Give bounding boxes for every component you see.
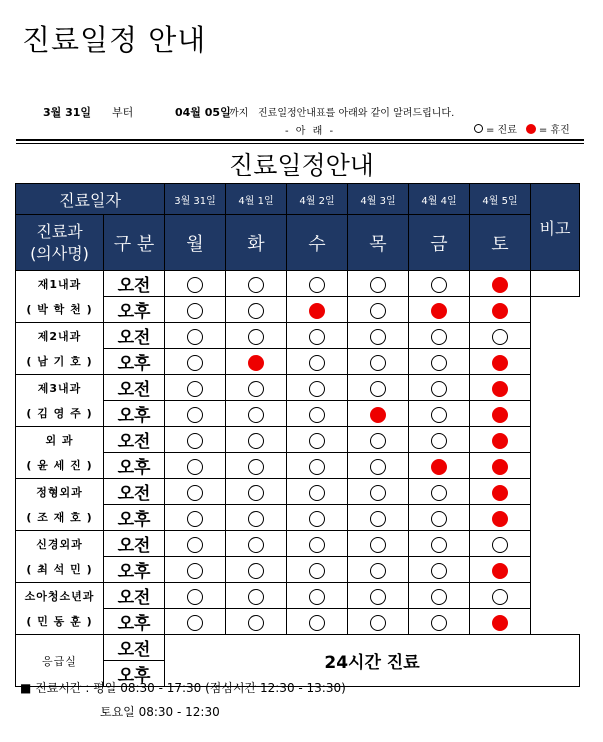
open-circle-icon [431,355,447,371]
open-circle-icon [187,277,203,293]
open-circle-icon [431,433,447,449]
open-circle-icon [248,407,264,423]
open-circle-icon [248,563,264,579]
status-cell [348,609,409,635]
open-circle-icon [309,277,325,293]
dept-name: 제2내과 [16,323,104,349]
note-cell [531,583,580,609]
status-cell [287,297,348,323]
closed-circle-icon [492,277,508,293]
open-circle-icon [309,433,325,449]
status-cell [470,609,531,635]
am-label: 오전 [104,583,165,609]
from-label: 부터 [112,106,134,119]
status-cell [165,557,226,583]
open-circle-icon [370,485,386,501]
header-dept: 진료과 (의사명) [16,215,104,271]
status-cell [470,583,531,609]
table-row [16,583,580,609]
status-cell [287,271,348,297]
status-cell [409,271,470,297]
doctor-name: ( 박 학 천 ) [16,297,104,323]
status-cell [165,505,226,531]
status-cell [409,531,470,557]
status-cell [470,505,531,531]
status-cell [226,505,287,531]
end-date: 04월 05일 [175,106,231,119]
status-cell [287,609,348,635]
status-cell [287,557,348,583]
doctor-name: ( 조 재 호 ) [16,505,104,531]
am-label: 오전 [104,427,165,453]
status-cell [226,297,287,323]
note-cell [531,323,580,349]
open-circle-icon [431,485,447,501]
open-circle-icon [370,511,386,527]
table-row [16,557,580,583]
status-cell [470,349,531,375]
open-circle-icon [248,615,264,631]
closed-circle-icon [492,485,508,501]
status-cell [348,453,409,479]
table-row [16,479,580,505]
date-header: 4월 5일 [470,184,531,215]
status-cell [287,505,348,531]
weekday-header: 수 [287,215,348,271]
dept-name: 제3내과 [16,375,104,401]
status-cell [409,349,470,375]
status-cell [287,375,348,401]
divider [16,139,584,141]
open-circle-icon [187,537,203,553]
weekday-header: 월 [165,215,226,271]
status-cell [165,479,226,505]
status-cell [470,401,531,427]
status-cell [165,375,226,401]
status-cell [409,453,470,479]
open-circle-icon [309,355,325,371]
dept-name: 재1내과 [16,271,104,297]
open-circle-icon [431,511,447,527]
status-cell [409,375,470,401]
date-header: 3월 31일 [165,184,226,215]
status-cell [287,531,348,557]
status-cell [165,609,226,635]
page-title: 진료일정 안내 [22,23,207,57]
open-circle-icon [187,329,203,345]
status-cell [470,297,531,323]
closed-circle-icon [370,407,386,423]
status-cell [226,453,287,479]
status-cell [226,401,287,427]
legend [474,121,570,136]
open-circle-icon [370,433,386,449]
pm-label: 오후 [104,349,165,375]
open-circle-icon [187,355,203,371]
status-cell [165,427,226,453]
open-circle-icon [370,589,386,605]
table-row [16,349,580,375]
open-circle-icon [309,615,325,631]
doctor-name: ( 민 동 훈 ) [16,609,104,635]
closed-circle-icon [492,303,508,319]
open-circle-icon [309,329,325,345]
pm-label: 오후 [104,297,165,323]
open-circle-icon [370,355,386,371]
note-cell [531,297,580,323]
table-row [16,531,580,557]
open-circle-icon [187,381,203,397]
dept-name: 정형외과 [16,479,104,505]
status-cell [348,583,409,609]
status-cell [165,531,226,557]
legend-closed-label: = 휴진 [538,125,570,136]
open-circle-icon [309,589,325,605]
status-cell [165,323,226,349]
status-cell [348,323,409,349]
status-cell [470,531,531,557]
closed-circle-icon [492,355,508,371]
open-circle-icon [431,381,447,397]
status-cell [287,583,348,609]
status-cell [226,427,287,453]
doctor-name: ( 최 석 민 ) [16,557,104,583]
open-circle-icon [248,329,264,345]
status-cell [226,531,287,557]
date-header: 4월 1일 [226,184,287,215]
closed-circle-icon [431,459,447,475]
status-cell [348,557,409,583]
am-label: 오전 [104,271,165,297]
closed-circle-icon [248,355,264,371]
status-cell [409,505,470,531]
note-cell [531,401,580,427]
status-cell [348,531,409,557]
note-cell [531,557,580,583]
closed-circle-icon [492,407,508,423]
open-circle-icon [187,563,203,579]
emergency-name: 응급실 [16,635,104,687]
am-label: 오전 [104,635,165,661]
open-circle-icon [370,277,386,293]
open-circle-icon [370,459,386,475]
am-label: 오전 [104,479,165,505]
status-cell [348,505,409,531]
table-row [16,375,580,401]
open-circle-icon [248,589,264,605]
closed-circle-icon [492,433,508,449]
status-cell [226,609,287,635]
status-cell [409,583,470,609]
open-circle-icon [309,459,325,475]
status-cell [409,557,470,583]
open-circle-icon [492,589,508,605]
open-circle-icon [187,433,203,449]
status-cell [226,375,287,401]
status-cell [165,453,226,479]
open-circle-icon [187,485,203,501]
open-circle-icon [309,407,325,423]
note-cell [531,479,580,505]
open-circle-icon [248,485,264,501]
open-circle-icon [309,511,325,527]
status-cell [348,271,409,297]
doctor-name: ( 김 영 주 ) [16,401,104,427]
status-cell [409,401,470,427]
pm-label: 오후 [104,401,165,427]
status-cell [409,479,470,505]
status-cell [470,375,531,401]
open-circle-icon [248,511,264,527]
status-cell [348,375,409,401]
status-cell [348,349,409,375]
status-cell [409,297,470,323]
doctor-name: ( 윤 세 진 ) [16,453,104,479]
status-cell [470,323,531,349]
pm-label: 오후 [104,453,165,479]
header-date: 진료일자 [16,184,165,215]
table-row [16,635,580,661]
table-row [16,453,580,479]
pm-label: 오후 [104,505,165,531]
closed-circle-icon [526,124,536,134]
open-circle-icon [309,485,325,501]
note-cell [531,427,580,453]
open-circle-icon [370,537,386,553]
closed-circle-icon [309,303,325,319]
pm-label: 오후 [104,661,165,687]
open-circle-icon [431,537,447,553]
open-circle-icon [370,303,386,319]
status-cell [226,323,287,349]
open-circle-icon [370,563,386,579]
open-circle-icon [309,563,325,579]
open-circle-icon [248,303,264,319]
open-circle-icon [431,329,447,345]
open-circle-icon [248,459,264,475]
closed-circle-icon [492,459,508,475]
table-row [16,401,580,427]
notice-text: 진료일정안내표를 아래와 같이 알려드립니다. [258,108,455,119]
status-cell [226,479,287,505]
note-cell [531,271,580,297]
header-type: 구 분 [104,215,165,271]
date-header: 4월 4일 [409,184,470,215]
status-cell [287,349,348,375]
hours-line: ■ 진료시간 : 평일 08:30 - 17:30 (점심시간 12:30 - 13:30) [20,681,346,695]
open-circle-icon [474,124,483,133]
open-circle-icon [431,615,447,631]
am-label: 오전 [104,531,165,557]
open-circle-icon [187,303,203,319]
open-circle-icon [187,511,203,527]
dept-name: 외 과 [16,427,104,453]
dept-name: 신경외과 [16,531,104,557]
pm-label: 오후 [104,557,165,583]
dept-name: 소아청소년과 [16,583,104,609]
status-cell [287,401,348,427]
until-label: 까지 [229,108,249,119]
date-header: 4월 2일 [287,184,348,215]
note-cell [531,453,580,479]
open-circle-icon [370,329,386,345]
saturday-hours: 토요일 08:30 - 12:30 [100,705,220,719]
am-label: 오전 [104,375,165,401]
closed-circle-icon [492,381,508,397]
status-cell [165,349,226,375]
weekday-header: 화 [226,215,287,271]
status-cell [226,583,287,609]
divider [16,143,584,144]
open-circle-icon [187,407,203,423]
status-cell [287,323,348,349]
status-cell [470,453,531,479]
weekday-header: 금 [409,215,470,271]
closed-circle-icon [492,563,508,579]
status-cell [409,609,470,635]
open-circle-icon [370,615,386,631]
table-row [16,505,580,531]
status-cell [226,349,287,375]
open-circle-icon [248,537,264,553]
status-cell [409,323,470,349]
status-cell [287,427,348,453]
note-cell [531,609,580,635]
emergency-text: 24시간 진료 [165,635,580,687]
open-circle-icon [248,277,264,293]
note-cell [531,349,580,375]
status-cell [348,479,409,505]
table-row [16,609,580,635]
status-cell [226,557,287,583]
status-cell [348,401,409,427]
weekday-header: 토 [470,215,531,271]
status-cell [165,271,226,297]
status-cell [165,401,226,427]
date-header: 4월 3일 [348,184,409,215]
table-row [16,323,580,349]
header-note: 비고 [531,184,580,271]
status-cell [348,297,409,323]
open-circle-icon [492,537,508,553]
open-circle-icon [187,615,203,631]
closed-circle-icon [431,303,447,319]
table-row [16,271,580,297]
open-circle-icon [431,277,447,293]
weekday-header: 목 [348,215,409,271]
open-circle-icon [248,381,264,397]
status-cell [470,479,531,505]
status-cell [470,557,531,583]
status-cell [348,427,409,453]
status-cell [470,427,531,453]
open-circle-icon [187,459,203,475]
open-circle-icon [187,589,203,605]
open-circle-icon [431,589,447,605]
open-circle-icon [309,537,325,553]
open-circle-icon [309,381,325,397]
closed-circle-icon [492,615,508,631]
status-cell [165,297,226,323]
open-circle-icon [248,433,264,449]
schedule-table [15,183,580,687]
doctor-name: ( 남 기 호 ) [16,349,104,375]
closed-circle-icon [492,511,508,527]
table-row [16,427,580,453]
open-circle-icon [370,381,386,397]
status-cell [287,479,348,505]
table-row [16,297,580,323]
status-cell [165,583,226,609]
open-circle-icon [431,407,447,423]
start-date: 3월 31일 [43,106,92,119]
status-cell [409,427,470,453]
note-cell [531,505,580,531]
status-cell [287,453,348,479]
table-title: 진료일정안내 [229,151,374,180]
note-cell [531,531,580,557]
open-circle-icon [492,329,508,345]
am-label: 오전 [104,323,165,349]
below-label: - 아 래 - [285,126,336,137]
status-cell [470,271,531,297]
note-cell [531,375,580,401]
open-circle-icon [431,563,447,579]
legend-open-label: = 진료 [486,125,517,136]
status-cell [226,271,287,297]
pm-label: 오후 [104,609,165,635]
